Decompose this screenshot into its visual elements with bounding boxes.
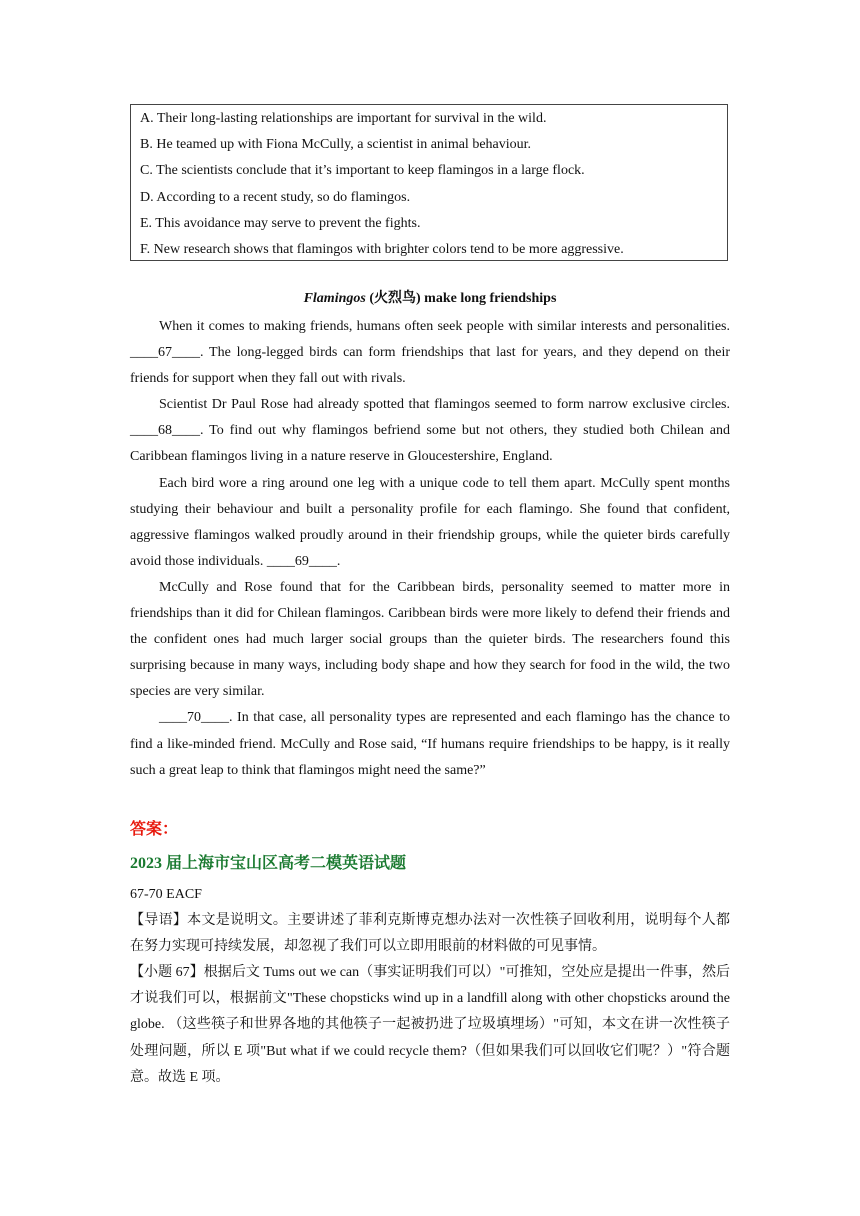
article-paragraph-1: When it comes to making friends, humans often seek people with similar interests and personalities. ____67____. The long-legged birds can form friendships that last for years, and they depend on their friends for support when they fall out with rivals. <box>130 319 730 387</box>
option-f: F. New research shows that flamingos with brighter colors tend to be more aggressive. <box>140 242 624 258</box>
option-a: A. Their long-lasting relationships are important for survival in the wild. <box>140 111 547 126</box>
answer-label: 答案： <box>130 821 179 838</box>
options-box <box>130 104 728 261</box>
answer-guide: 【导语】本文是说明文。主要讲述了菲利克斯博克想办法对一次性筷子回收利用，说明每个人都在努力实现可持续发展，却忽视了我们可以立即用眼前的材料做的可见事情。 <box>130 913 730 955</box>
option-c: C. The scientists conclude that it’s important to keep flamingos in a large flock. <box>140 163 585 179</box>
option-b: B. He teamed up with Fiona McCully, a scientist in animal behaviour. <box>140 137 532 153</box>
exam-title: 2023 届上海市宝山区高考二模英语试题 <box>130 855 407 872</box>
option-e: E. This avoidance may serve to prevent the fights. <box>140 215 421 231</box>
article-paragraph-3: Each bird wore a ring around one leg with a unique code to tell them apart. McCully spent months studying their behaviour and built a personality profile for each flamingo. She found that confident, aggressive flamingos walked proudly around in their friendship groups, while the quieter birds carefully avoid those individuals. ____69____. <box>130 475 730 569</box>
article-paragraph-2: Scientist Dr Paul Rose had already spotted that flamingos seemed to form narrow exclusive circles. ____68____. To find out why flamingos befriend some but not others, they studied both Chilean and Caribbean flamingos living in a nature reserve in Gloucestershire, England. <box>130 397 730 465</box>
answer-body <box>130 882 730 1091</box>
article-title-italic: Flamingos <box>303 291 366 306</box>
article-title <box>130 288 730 310</box>
article-body <box>130 314 730 784</box>
answer-explanation-67: 【小题 67】根据后文 Tums out we can（事实证明我们可以）"可推知，空处应是提出一件事，然后才说我们可以，根据前文"These chopsticks wind up in a landfill along with other chopsticks around the globe. （这些筷子和世界各地的其他筷子一起被扔进了垃圾填埋场）"可知，本文在讲一次性筷子处理问题，所以 E 项"But what if we could recycle them?（但如果我们可以回收它们呢？）"符合题意。故选 E 项。 <box>130 965 730 1085</box>
answer-key: 67-70 EACF <box>130 887 202 902</box>
option-d: D. According to a recent study, so do flamingos. <box>140 189 411 205</box>
article-paragraph-5: ____70____. In that case, all personality types are represented and each flamingo has the chance to find a like-minded friend. McCully and Rose said, “If humans require friendships to be happy, is it really such a great leap to think that flamingos might need the same?” <box>130 710 730 778</box>
article-paragraph-4: McCully and Rose found that for the Caribbean birds, personality seemed to matter more in friendships than it did for Chilean flamingos. Caribbean birds were more likely to defend their friends and the confident ones had much larger social groups than the quieter birds. The researchers found this surprising because in many ways, including body shape and how they search for food in the wild, the two species are very similar. <box>130 579 730 700</box>
article-title-rest: (火烈鸟) make long friendships <box>365 291 557 306</box>
